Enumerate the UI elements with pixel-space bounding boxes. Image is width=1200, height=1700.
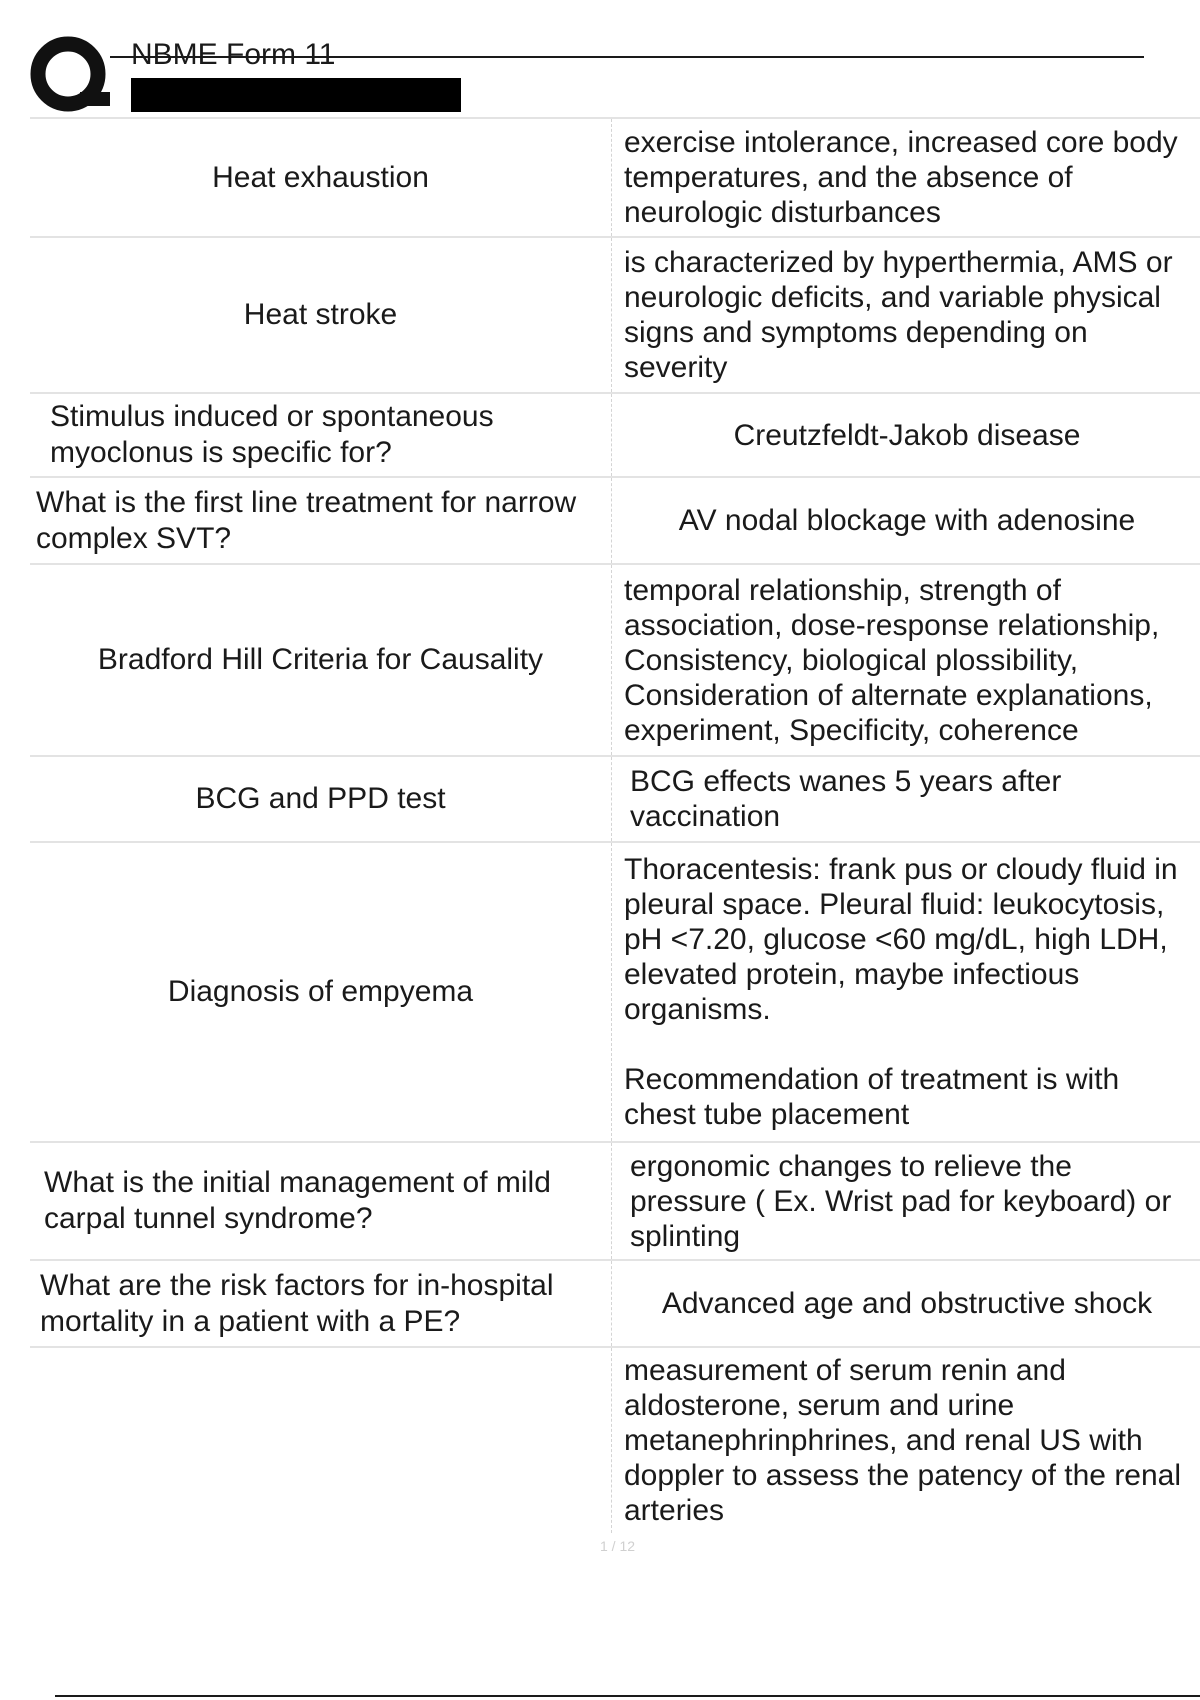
- card-definition: Thoracentesis: frank pus or cloudy fluid in pleural space. Pleural fluid: leukocytosis, pH <7.20, glucose <60 mg/dL, high LDH, elevated protein, maybe infectious organisms. Recommendation of treatment is with chest tube placement: [624, 853, 1178, 1131]
- card-term: Bradford Hill Criteria for Causality: [30, 565, 612, 755]
- card-definition: ergonomic changes to relieve the pressure ( Ex. Wrist pad for keyboard) or splinting: [630, 1149, 1172, 1253]
- card-row: [30, 394, 1200, 478]
- card-term: What is the first line treatment for narrow complex SVT?: [30, 478, 612, 563]
- card-term: [30, 1348, 612, 1533]
- card-term: Diagnosis of empyema: [30, 843, 612, 1141]
- card-term: What are the risk factors for in-hospital mortality in a patient with a PE?: [30, 1261, 612, 1346]
- card-row: [30, 565, 1200, 757]
- card-definition: AV nodal blockage with adenosine: [678, 504, 1136, 537]
- card-term: Heat stroke: [30, 238, 612, 392]
- card-definition: measurement of serum renin and aldosterone, serum and urine metanephrinphrines, and renal US with doppler to assess the patency of the renal arteries: [624, 1354, 1182, 1527]
- card-definition: BCG effects wanes 5 years after vaccination: [630, 765, 1062, 833]
- card-term: What is the initial management of mild carpal tunnel syndrome?: [30, 1143, 612, 1259]
- card-definition: Creutzfeldt-Jakob disease: [733, 418, 1081, 452]
- card-row: [30, 238, 1200, 394]
- footer-rule: [55, 1695, 1200, 1697]
- card-row: [30, 1348, 1200, 1533]
- card-row: [30, 1261, 1200, 1348]
- q-logo-icon: [30, 34, 114, 118]
- card-definition: is characterized by hyperthermia, AMS or neurologic deficits, and variable physical signs and symptoms depending on severity: [624, 246, 1173, 384]
- card-row: [30, 478, 1200, 565]
- flashcard-table: [30, 117, 1200, 1533]
- redaction-bar: [131, 78, 461, 112]
- card-row: [30, 1143, 1200, 1261]
- card-row: [30, 843, 1200, 1143]
- card-row: [30, 757, 1200, 843]
- card-term: BCG and PPD test: [30, 757, 612, 841]
- card-term: Heat exhaustion: [30, 119, 612, 236]
- card-definition: Advanced age and obstructive shock: [661, 1287, 1153, 1320]
- page-number: 1 / 12: [599, 1538, 636, 1554]
- card-row: [30, 117, 1200, 238]
- card-definition: temporal relationship, strength of association, dose-response relationship, Consistency, biological plossibility, Consideration of alternate explanations, experiment, Specificity, coherence: [624, 573, 1160, 747]
- card-definition: exercise intolerance, increased core body temperatures, and the absence of neurologic disturbances: [624, 126, 1178, 229]
- document-title: NBME Form 11: [131, 38, 336, 71]
- card-term: Stimulus induced or spontaneous myoclonus is specific for?: [30, 394, 612, 476]
